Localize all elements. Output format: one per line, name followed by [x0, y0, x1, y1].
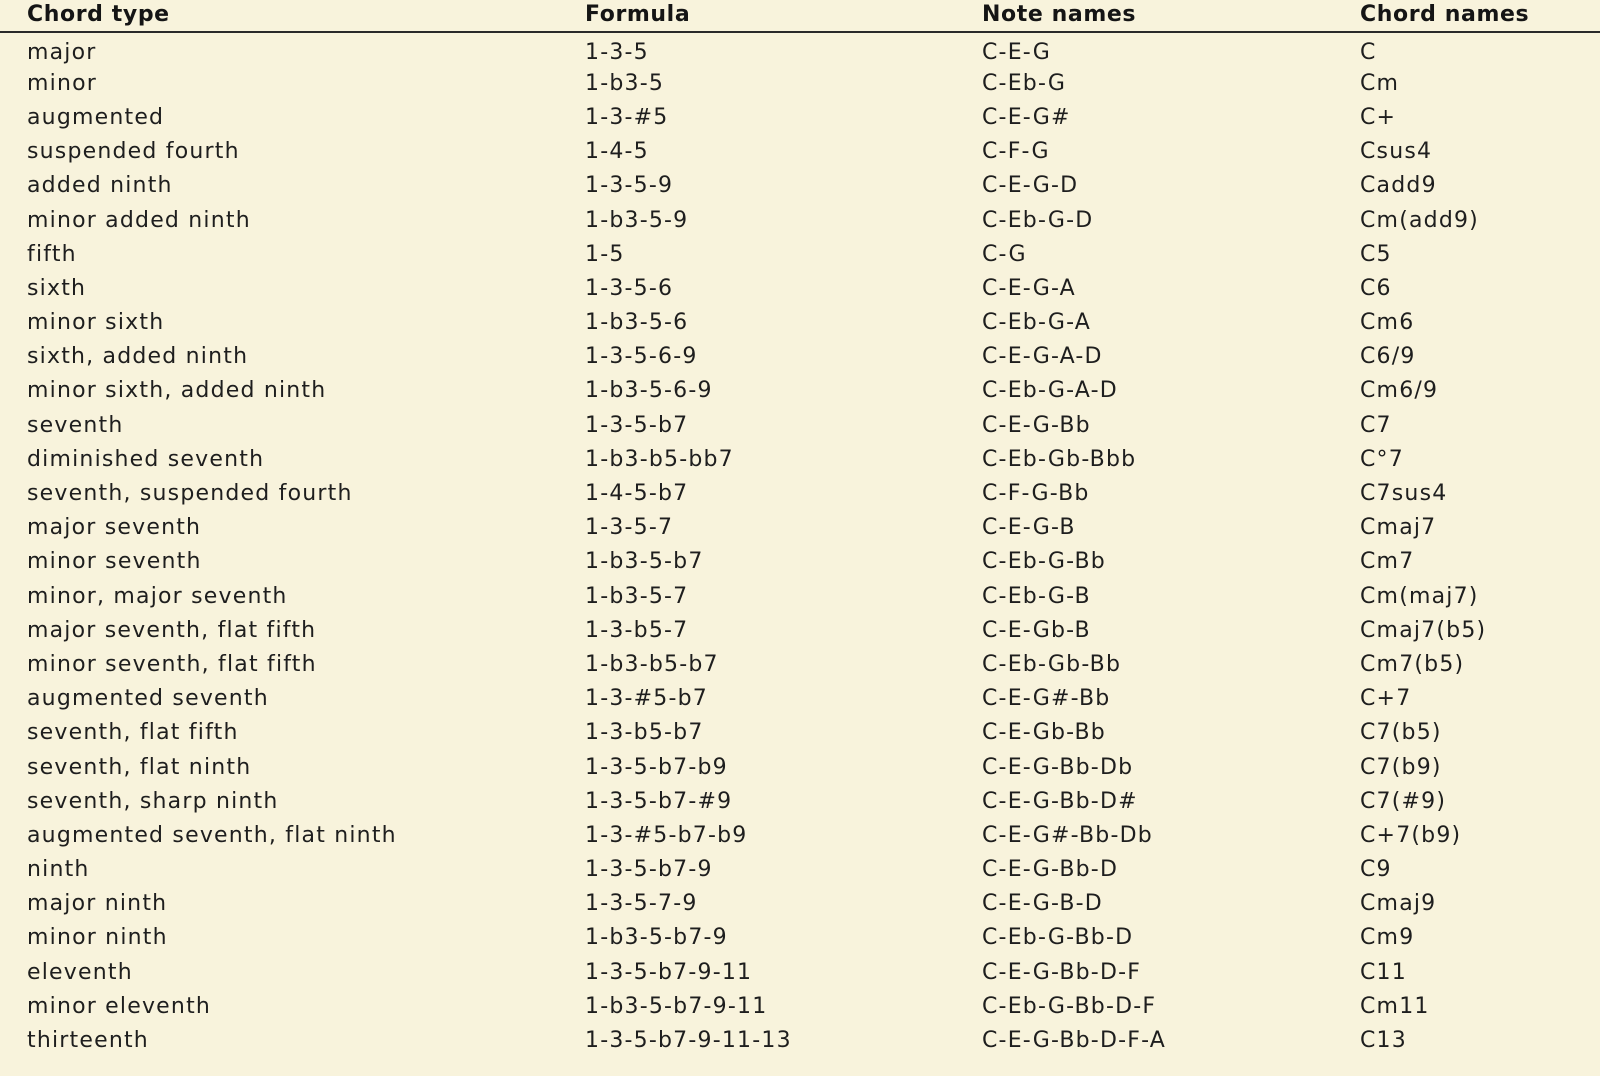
header-row [0, 0, 1600, 32]
formula-cell: 1-b3-5-b7-9-11 [585, 993, 768, 1019]
chord-type-cell: seventh, flat ninth [27, 754, 252, 780]
table-row [0, 32, 1600, 66]
note-names-cell: C-E-Gb-B [982, 617, 1091, 643]
table-row [0, 511, 1600, 545]
chord-name-cell: C7(b5) [1360, 720, 1442, 746]
chord-name-cell: Cadd9 [1360, 173, 1437, 199]
formula-cell: 1-3-#5-b7 [585, 686, 709, 712]
note-names-cell: C-E-G-A-D [982, 344, 1103, 370]
formula-cell: 1-3-5-b7-#9 [585, 788, 733, 814]
chord-name-cell: Cmaj9 [1360, 891, 1437, 917]
table-row [0, 203, 1600, 237]
chord-name-cell: C°7 [1360, 446, 1404, 472]
chord-type-cell: ninth [27, 857, 90, 883]
chord-table-body [0, 32, 1600, 1058]
chord-name-cell: C7 [1360, 412, 1392, 438]
formula-cell: 1-3-#5 [585, 104, 669, 130]
chord-name-cell: Cm(maj7) [1360, 583, 1479, 609]
table-row [0, 100, 1600, 134]
chord-type-cell: minor eleventh [27, 993, 212, 1019]
chord-name-cell: C6/9 [1360, 344, 1416, 370]
table-row [0, 716, 1600, 750]
table-row [0, 340, 1600, 374]
chord-name-cell: Cm9 [1360, 925, 1415, 951]
table-row [0, 887, 1600, 921]
table-row [0, 818, 1600, 852]
chord-type-cell: minor seventh, flat fifth [27, 651, 317, 677]
chord-name-cell: Cm6 [1360, 310, 1415, 336]
chord-table-header [0, 0, 1600, 32]
note-names-cell: C-Eb-G-Bb-D [982, 925, 1134, 951]
note-names-cell: C-E-G# [982, 104, 1071, 130]
chord-name-cell: Cmaj7(b5) [1360, 617, 1487, 643]
note-names-cell: C-Eb-G-A [982, 310, 1092, 336]
table-row [0, 682, 1600, 716]
chord-type-cell: minor ninth [27, 925, 168, 951]
table-row [0, 853, 1600, 887]
note-names-cell: C-E-G#-Bb-Db [982, 822, 1153, 848]
chord-name-cell: C6 [1360, 275, 1392, 301]
formula-cell: 1-3-5-7 [585, 515, 674, 541]
note-names-cell: C-F-G-Bb [982, 481, 1090, 507]
table-row [0, 579, 1600, 613]
note-names-cell: C-E-G-A [982, 275, 1076, 301]
formula-cell: 1-b3-b5-b7 [585, 651, 719, 677]
chord-type-cell: seventh, flat fifth [27, 720, 239, 746]
table-row [0, 921, 1600, 955]
note-names-cell: C-E-G#-Bb [982, 686, 1111, 712]
note-names-cell: C-Eb-Gb-Bbb [982, 446, 1137, 472]
formula-cell: 1-3-5 [585, 40, 649, 66]
chord-name-cell: Cmaj7 [1360, 515, 1437, 541]
formula-cell: 1-3-5-b7-9-11 [585, 959, 753, 985]
table-row [0, 374, 1600, 408]
table-row [0, 66, 1600, 100]
formula-cell: 1-3-5-b7-b9 [585, 754, 728, 780]
chord-type-cell: major ninth [27, 891, 168, 917]
note-names-cell: C-Eb-G-B [982, 583, 1091, 609]
chord-name-cell: Cm7 [1360, 549, 1415, 575]
header-note-names: Note names [982, 0, 1360, 32]
table-row [0, 135, 1600, 169]
chord-type-cell: augmented seventh [27, 686, 269, 712]
table-row [0, 169, 1600, 203]
chord-type-cell: sixth [27, 275, 87, 301]
chord-name-cell: C+ [1360, 104, 1397, 130]
table-row [0, 784, 1600, 818]
chord-type-cell: minor, major seventh [27, 583, 288, 609]
chord-type-cell: minor added ninth [27, 207, 251, 233]
formula-cell: 1-b3-5-b7-9 [585, 925, 728, 951]
chord-name-cell: C11 [1360, 959, 1407, 985]
formula-cell: 1-3-5-b7-9-11-13 [585, 1028, 792, 1054]
chord-name-cell: Cm [1360, 70, 1400, 96]
note-names-cell: C-Eb-G-D [982, 207, 1094, 233]
chord-type-cell: suspended fourth [27, 139, 240, 165]
table-row [0, 271, 1600, 305]
chord-type-cell: thirteenth [27, 1028, 149, 1054]
formula-cell: 1-b3-5-9 [585, 207, 689, 233]
note-names-cell: C-Eb-G-Bb-D-F [982, 993, 1157, 1019]
formula-cell: 1-3-5-9 [585, 173, 674, 199]
chord-type-cell: major seventh, flat fifth [27, 617, 317, 643]
chord-type-cell: major [27, 40, 97, 66]
chord-type-cell: augmented [27, 104, 165, 130]
chord-type-cell: added ninth [27, 173, 173, 199]
note-names-cell: C-E-G-Bb-D# [982, 788, 1138, 814]
chord-name-cell: Cm6/9 [1360, 378, 1439, 404]
chord-name-cell: C7sus4 [1360, 481, 1448, 507]
chord-name-cell: C7(b9) [1360, 754, 1442, 780]
note-names-cell: C-E-G [982, 40, 1051, 66]
formula-cell: 1-4-5 [585, 139, 649, 165]
table-row [0, 647, 1600, 681]
chord-type-cell: seventh [27, 412, 124, 438]
chord-type-cell: eleventh [27, 959, 133, 985]
formula-cell: 1-5 [585, 241, 625, 267]
note-names-cell: C-E-G-B [982, 515, 1076, 541]
table-row [0, 545, 1600, 579]
table-row [0, 442, 1600, 476]
formula-cell: 1-3-b5-b7 [585, 720, 704, 746]
note-names-cell: C-E-G-B-D [982, 891, 1103, 917]
chord-type-cell: fifth [27, 241, 77, 267]
table-row [0, 613, 1600, 647]
note-names-cell: C-E-G-Bb [982, 412, 1091, 438]
chord-name-cell: C [1360, 40, 1377, 66]
chord-name-cell: Csus4 [1360, 139, 1433, 165]
table-row [0, 1023, 1600, 1057]
chord-type-cell: seventh, suspended fourth [27, 481, 353, 507]
header-chord-type: Chord type [0, 0, 585, 32]
formula-cell: 1-4-5-b7 [585, 481, 689, 507]
note-names-cell: C-Eb-Gb-Bb [982, 651, 1122, 677]
note-names-cell: C-E-G-Bb-D-F [982, 959, 1142, 985]
formula-cell: 1-3-5-b7 [585, 412, 689, 438]
chord-name-cell: C+7(b9) [1360, 822, 1462, 848]
formula-cell: 1-3-5-6-9 [585, 344, 698, 370]
chord-type-cell: minor seventh [27, 549, 202, 575]
chord-name-cell: C5 [1360, 241, 1392, 267]
note-names-cell: C-E-G-Bb-D [982, 857, 1119, 883]
formula-cell: 1-3-5-6 [585, 275, 674, 301]
chord-type-cell: diminished seventh [27, 446, 265, 472]
chord-type-cell: sixth, added ninth [27, 344, 249, 370]
note-names-cell: C-E-Gb-Bb [982, 720, 1106, 746]
chord-type-cell: minor sixth [27, 310, 165, 336]
chord-name-cell: C13 [1360, 1028, 1407, 1054]
chord-type-cell: minor sixth, added ninth [27, 378, 327, 404]
formula-cell: 1-3-b5-7 [585, 617, 689, 643]
formula-cell: 1-3-5-7-9 [585, 891, 698, 917]
note-names-cell: C-Eb-G [982, 70, 1067, 96]
chord-type-cell: minor [27, 70, 97, 96]
formula-cell: 1-b3-5-b7 [585, 549, 704, 575]
chord-name-cell: C7(#9) [1360, 788, 1447, 814]
table-row [0, 750, 1600, 784]
formula-cell: 1-b3-b5-bb7 [585, 446, 734, 472]
note-names-cell: C-Eb-G-A-D [982, 378, 1118, 404]
header-chord-names: Chord names [1360, 0, 1600, 32]
table-row [0, 955, 1600, 989]
formula-cell: 1-b3-5 [585, 70, 665, 96]
chord-type-cell: augmented seventh, flat ninth [27, 822, 397, 848]
header-formula: Formula [585, 0, 982, 32]
chord-name-cell: Cm11 [1360, 993, 1430, 1019]
note-names-cell: C-Eb-G-Bb [982, 549, 1106, 575]
chord-name-cell: Cm7(b5) [1360, 651, 1465, 677]
table-row [0, 237, 1600, 271]
note-names-cell: C-G [982, 241, 1027, 267]
chord-name-cell: Cm(add9) [1360, 207, 1479, 233]
chord-name-cell: C9 [1360, 857, 1392, 883]
note-names-cell: C-F-G [982, 139, 1050, 165]
chord-type-cell: seventh, sharp ninth [27, 788, 279, 814]
chord-type-cell: major seventh [27, 515, 202, 541]
note-names-cell: C-E-G-Bb-D-F-A [982, 1028, 1166, 1054]
formula-cell: 1-b3-5-6-9 [585, 378, 713, 404]
formula-cell: 1-3-5-b7-9 [585, 857, 713, 883]
formula-cell: 1-b3-5-6 [585, 310, 689, 336]
table-row [0, 476, 1600, 510]
formula-cell: 1-b3-5-7 [585, 583, 689, 609]
chord-name-cell: C+7 [1360, 686, 1412, 712]
formula-cell: 1-3-#5-b7-b9 [585, 822, 748, 848]
note-names-cell: C-E-G-D [982, 173, 1079, 199]
table-row [0, 408, 1600, 442]
table-row [0, 306, 1600, 340]
note-names-cell: C-E-G-Bb-Db [982, 754, 1134, 780]
table-row [0, 989, 1600, 1023]
